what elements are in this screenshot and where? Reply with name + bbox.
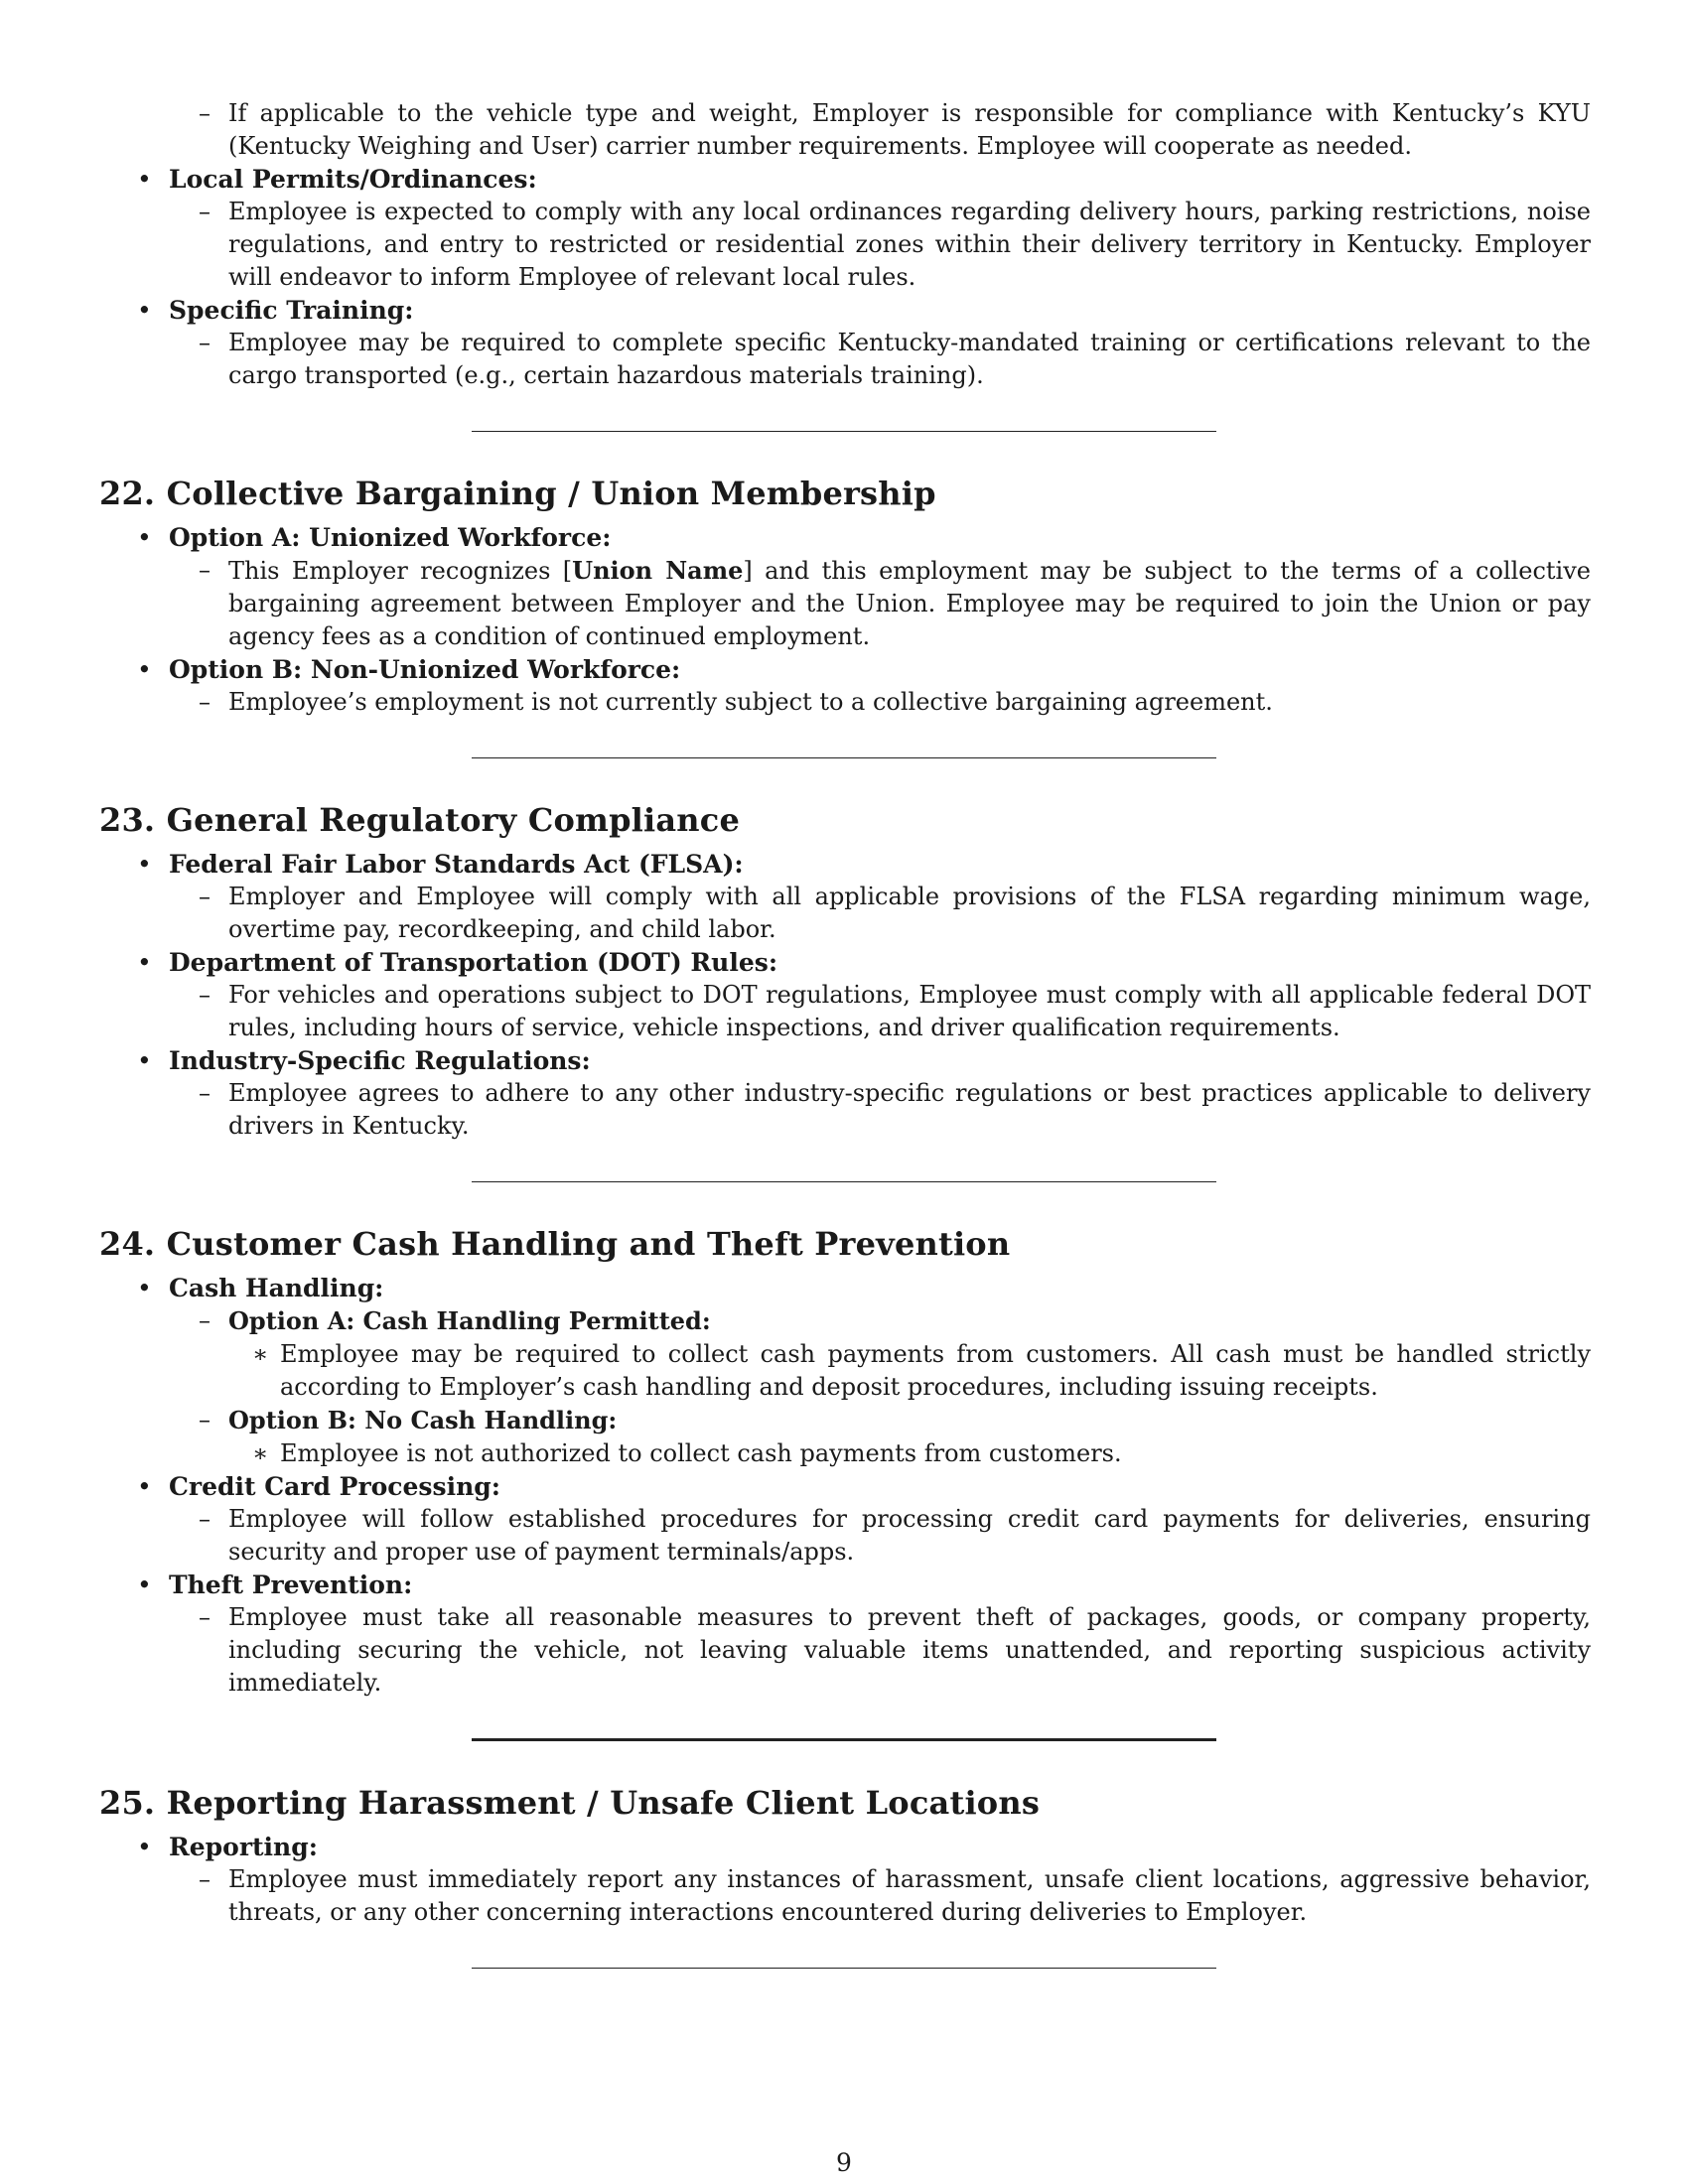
- dash-marker: –: [199, 688, 211, 716]
- item-text: Employee will follow established procedures for processing credit card payments for deliveries, ensuring security and proper use of payment terminals/apps.: [228, 1505, 1591, 1566]
- dash-marker: –: [199, 198, 211, 225]
- bullet-list: [99, 1569, 1591, 1601]
- subsub-item: [99, 1338, 1591, 1404]
- bullet-marker: •: [137, 1046, 152, 1075]
- bullet-list: [99, 1272, 1591, 1304]
- sub-item: [99, 1077, 1591, 1143]
- sub-list: [99, 686, 1591, 719]
- sub-item: [99, 1601, 1591, 1700]
- sub-list: [99, 1404, 1591, 1437]
- item-text-pre: This Employer recognizes [: [228, 557, 573, 585]
- sub-item: [99, 686, 1591, 719]
- section-title: 24. Customer Cash Handling and Theft Prevention: [99, 1225, 1011, 1263]
- list-item: [99, 1272, 1591, 1304]
- section-title: 22. Collective Bargaining / Union Membership: [99, 475, 936, 512]
- bullet-list: [99, 1470, 1591, 1503]
- star-marker: ∗: [252, 1340, 269, 1368]
- item-heading: Industry-Specific Regulations:: [169, 1046, 591, 1075]
- item-heading: Specific Training:: [169, 296, 414, 325]
- section-divider: [472, 1181, 1216, 1182]
- subsub-list: [99, 1437, 1591, 1470]
- sub-item: [99, 196, 1591, 294]
- list-item: [99, 653, 1591, 686]
- bullet-list: [99, 294, 1591, 327]
- continued-section: [99, 97, 1591, 392]
- dash-marker: –: [199, 1505, 211, 1533]
- dash-marker: –: [199, 1865, 211, 1893]
- dash-marker: –: [199, 556, 211, 584]
- sub-item: [99, 881, 1591, 946]
- item-heading: Department of Transportation (DOT) Rules:: [169, 948, 778, 977]
- bullet-marker: •: [137, 850, 152, 879]
- item-text: Employee must immediately report any instances of harassment, unsafe client locations, aggressive behavior, threats, or any other concerning interactions encountered during deliveries to Employer.: [228, 1865, 1591, 1926]
- item-heading: Credit Card Processing:: [169, 1472, 500, 1501]
- item-text: Employee may be required to collect cash payments from customers. All cash must be handled strictly according to Employer’s cash handling and deposit procedures, including issuing receipts.: [280, 1340, 1591, 1401]
- section-divider: [472, 431, 1216, 432]
- item-text: Employer and Employee will comply with all applicable provisions of the FLSA regarding minimum wage, overtime pay, recordkeeping, and child labor.: [228, 883, 1591, 943]
- dash-marker: –: [199, 1079, 211, 1107]
- list-item: [99, 294, 1591, 327]
- list-item: [99, 1831, 1591, 1863]
- bullet-marker: •: [137, 296, 152, 325]
- sub-list: [99, 1601, 1591, 1700]
- bullet-marker: •: [137, 165, 152, 194]
- subsub-item: [99, 1437, 1591, 1470]
- item-text: Employee’s employment is not currently subject to a collective bargaining agreement.: [228, 688, 1273, 716]
- item-text: Employee is expected to comply with any local ordinances regarding delivery hours, parking restrictions, noise regulations, and entry to restricted or residential zones within their delivery territory in Kentucky. Employer will endeavor to inform Employee of relevant local rules.: [228, 198, 1591, 291]
- item-text-post: ] and this employment may be subject to the terms of a collective bargaining agreement between Employer and the Union. Employee may be required to join the Union or pay agency fees as a condition of continued employment.: [228, 557, 1591, 650]
- item-heading: Option B: Non-Unionized Workforce:: [169, 655, 681, 684]
- sub-list: [99, 881, 1591, 946]
- dash-marker: –: [199, 883, 211, 910]
- item-text: Employee is not authorized to collect cash payments from customers.: [280, 1439, 1122, 1467]
- list-item: [99, 163, 1591, 196]
- sub-item: [99, 327, 1591, 392]
- bullet-marker: •: [137, 523, 152, 552]
- sub-list: [99, 196, 1591, 294]
- list-item: [99, 1569, 1591, 1601]
- dash-marker: –: [199, 981, 211, 1009]
- sub-item: [99, 1404, 1591, 1437]
- section-25: [99, 1783, 1591, 1929]
- bullet-list: [99, 163, 1591, 196]
- sub-list: [99, 1077, 1591, 1143]
- bullet-marker: •: [137, 655, 152, 684]
- dash-marker: –: [199, 329, 211, 356]
- bullet-marker: •: [137, 1472, 152, 1501]
- sub-list: [99, 1503, 1591, 1569]
- section-title: 23. General Regulatory Compliance: [99, 801, 741, 839]
- bullet-marker: •: [137, 948, 152, 977]
- bullet-list: [99, 653, 1591, 686]
- sub-list: [99, 97, 1591, 163]
- bullet-marker: •: [137, 1833, 152, 1861]
- section-22: [99, 474, 1591, 719]
- section-divider: [472, 1738, 1216, 1741]
- dash-marker: –: [199, 99, 211, 127]
- dash-marker: –: [199, 1406, 211, 1433]
- option-heading: Option A: Cash Handling Permitted:: [228, 1306, 711, 1335]
- bullet-list: [99, 848, 1591, 881]
- star-marker: ∗: [252, 1439, 269, 1467]
- item-text: Employee may be required to complete specific Kentucky-mandated training or certifications relevant to the cargo transported (e.g., certain hazardous materials training).: [228, 329, 1591, 389]
- sub-item: [99, 97, 1591, 163]
- list-item: [99, 848, 1591, 881]
- bullet-list: [99, 1044, 1591, 1077]
- item-heading: Option A: Unionized Workforce:: [169, 523, 612, 552]
- sub-list: [99, 327, 1591, 392]
- section-divider: [472, 757, 1216, 758]
- item-heading: Federal Fair Labor Standards Act (FLSA):: [169, 850, 744, 879]
- sub-list: [99, 554, 1591, 653]
- item-heading: Cash Handling:: [169, 1274, 384, 1302]
- section-divider: [472, 1968, 1216, 1969]
- section-24: [99, 1224, 1591, 1700]
- union-name-placeholder: Union Name: [572, 556, 744, 585]
- bullet-list: [99, 521, 1591, 554]
- item-heading: Reporting:: [169, 1833, 318, 1861]
- sub-item: [99, 979, 1591, 1044]
- list-item: [99, 521, 1591, 554]
- list-item: [99, 1470, 1591, 1503]
- list-item: [99, 946, 1591, 979]
- item-heading: Local Permits/Ordinances:: [169, 165, 537, 194]
- sub-item: [99, 1304, 1591, 1338]
- bullet-marker: •: [137, 1274, 152, 1302]
- item-heading: Theft Prevention:: [169, 1570, 413, 1599]
- item-text: Employee agrees to adhere to any other industry-specific regulations or best practices applicable to delivery drivers in Kentucky.: [228, 1079, 1591, 1140]
- bullet-list: [99, 946, 1591, 979]
- item-text: If applicable to the vehicle type and weight, Employer is responsible for compliance with Kentucky’s KYU (Kentucky Weighing and User) carrier number requirements. Employee will cooperate as needed.: [228, 99, 1591, 160]
- dash-marker: –: [199, 1306, 211, 1334]
- option-heading: Option B: No Cash Handling:: [228, 1406, 618, 1434]
- sub-item: [99, 1863, 1591, 1929]
- item-text: Employee must take all reasonable measures to prevent theft of packages, goods, or company property, including securing the vehicle, not leaving valuable items unattended, and reporting suspicious activity immediately.: [228, 1603, 1591, 1697]
- document-page: [99, 97, 1591, 1969]
- subsub-list: [99, 1338, 1591, 1404]
- page-number: 9: [836, 2148, 852, 2177]
- dash-marker: –: [199, 1603, 211, 1631]
- section-title: 25. Reporting Harassment / Unsafe Client Locations: [99, 1784, 1041, 1822]
- sub-item: [99, 554, 1591, 653]
- sub-item: [99, 1503, 1591, 1569]
- section-23: [99, 800, 1591, 1143]
- sub-list: [99, 979, 1591, 1044]
- sub-list: [99, 1304, 1591, 1338]
- bullet-marker: •: [137, 1570, 152, 1599]
- item-text: For vehicles and operations subject to DOT regulations, Employee must comply with all applicable federal DOT rules, including hours of service, vehicle inspections, and driver qualification requirements.: [228, 981, 1591, 1041]
- list-item: [99, 1044, 1591, 1077]
- sub-list: [99, 1863, 1591, 1929]
- bullet-list: [99, 1831, 1591, 1863]
